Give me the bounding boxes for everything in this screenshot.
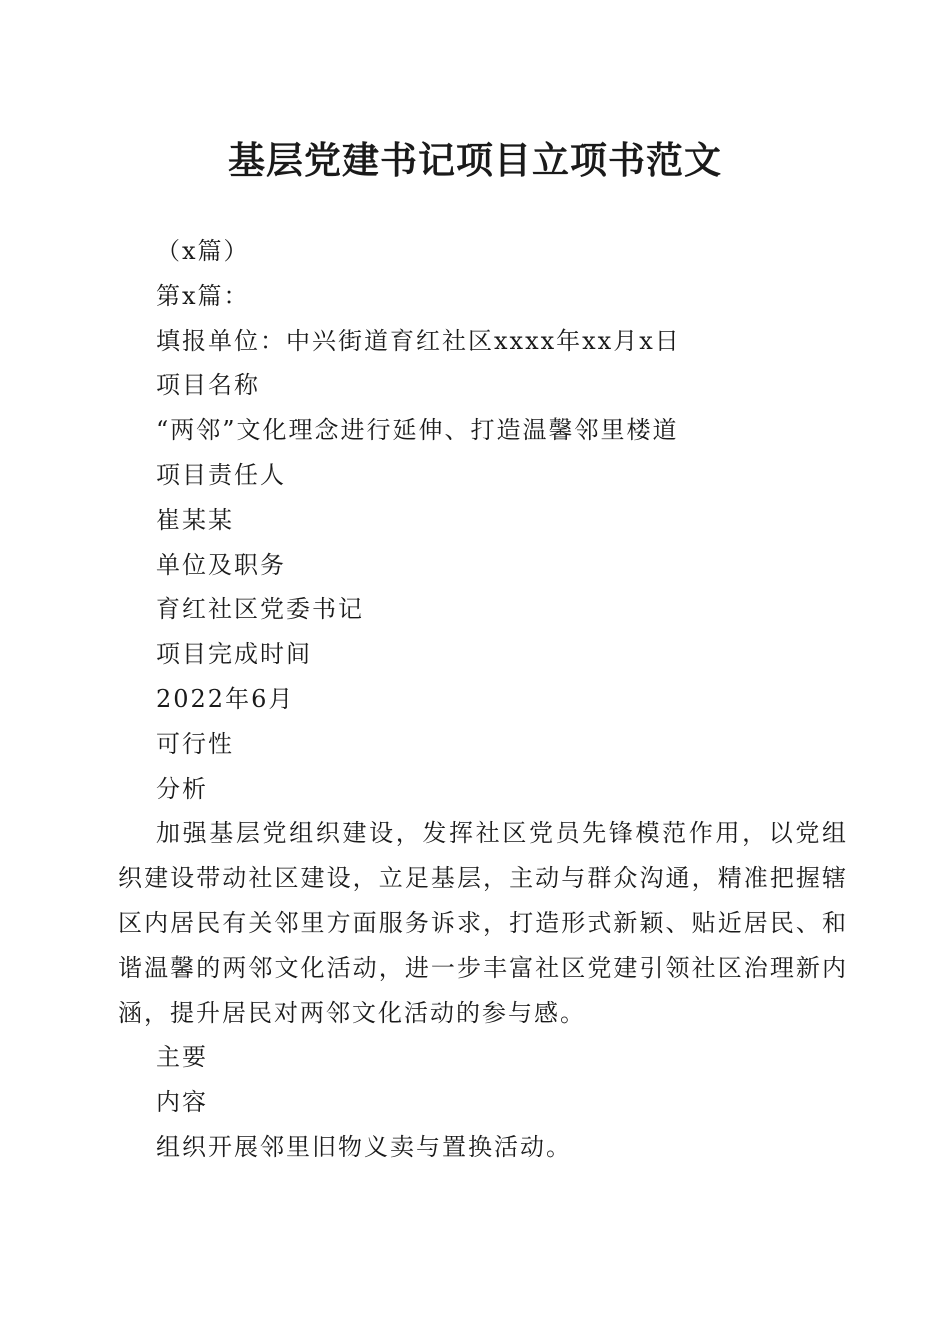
document-title: 基层党建书记项目立项书范文 <box>228 138 722 182</box>
field-label-completion-time: 项目完成时间 <box>156 640 312 669</box>
field-label-unit-position: 单位及职务 <box>156 550 286 579</box>
text-line: 第x篇： <box>156 281 250 310</box>
field-value-content: 组织开展邻里旧物义卖与置换活动。 <box>156 1132 572 1161</box>
field-value-completion-time: 2022年6月 <box>156 684 295 713</box>
analysis-paragraph: 加强基层党组织建设，发挥社区党员先锋模范作用，以党组织建设带动社区建设，立足基层，主动与群众沟通，精准把握辖区内居民有关邻里方面服务诉求，打造形式新颖、贴近居民、和谐温馨的两邻文化活动，进一步丰富社区党建引领社区治理新内涵，提升居民对两邻文化活动的参与感。 <box>118 819 848 1027</box>
field-value-responsible-person: 崔某某 <box>156 505 234 534</box>
field-label-main: 主要 <box>156 1043 208 1072</box>
field-label-analysis: 分析 <box>156 774 208 803</box>
field-label-responsible-person: 项目责任人 <box>156 460 286 489</box>
document-body <box>118 229 848 1170</box>
text-line: 填报单位：中兴街道育红社区xxxx年xx月x日 <box>156 326 681 355</box>
field-label-project-name: 项目名称 <box>156 371 260 400</box>
field-value-project-name: “两邻”文化理念进行延伸、打造温馨邻里楼道 <box>156 416 679 445</box>
text-line: （x篇） <box>156 237 250 265</box>
field-label-feasibility: 可行性 <box>156 729 234 758</box>
field-label-content: 内容 <box>156 1088 208 1117</box>
field-value-unit-position: 育红社区党委书记 <box>156 595 364 624</box>
